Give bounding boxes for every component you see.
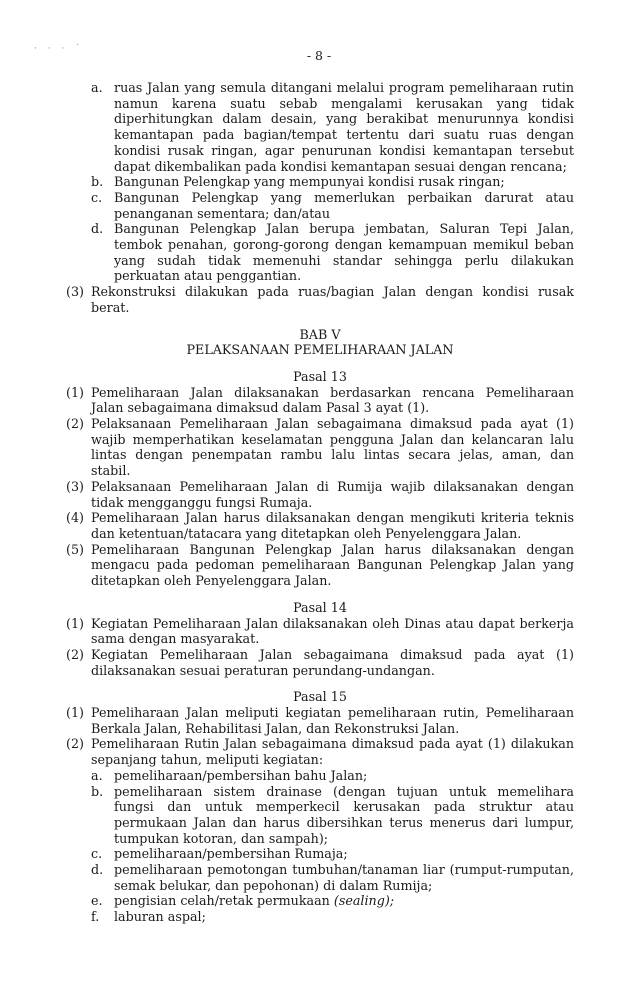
ayat-paragraph: (3) Pelaksanaan Pemeliharaan Jalan di Rumija wajib dilaksanakan dengan tidak mengganggu fungsi Rumaja. [66, 478, 574, 510]
ayat-paragraph: (3) Rekonstruksi dilakukan pada ruas/bagian Jalan dengan kondisi rusak berat. [66, 284, 574, 315]
ayat-paragraph: (2) Pelaksanaan Pemeliharaan Jalan sebagaimana dimaksud pada ayat (1) wajib memperhatikan keselamatan pengguna Jalan dan kelancaran lalu lintas dengan penempatan rambu lalu lintas secara jelas, aman, dan stabil. [66, 416, 574, 479]
ayat-paragraph: (4) Pemeliharaan Jalan harus dilaksanakan dengan mengikuti kriteria teknis dan ketentuan/tatacara yang ditetapkan oleh Penyelenggara Jalan. [66, 510, 574, 541]
list-item: c. pemeliharaan/pembersihan Rumaja; [91, 846, 348, 862]
pasal-14-heading: Pasal 14 [293, 599, 347, 615]
list-item: b. pemeliharaan sistem drainase (dengan tujuan untuk memelihara fungsi dan untuk memperkecil kerusakan pada struktur atau permukaan Jalan dan harus dibersihkan terus menerus dari lumpur, tumpukan kotoran, dan sampah); [91, 783, 574, 846]
list-item: a. ruas Jalan yang semula ditangani melalui program pemeliharaan rutin namun karena suatu sebab mengalami kerusakan yang tidak diperhitungkan dalam desain, yang berakibat menurunnya kondisi kemantapan pada bagian/tempat tertentu dari suatu ruas dengan kondisi rusak ringan, agar penurunan kondisi kemantapan tersebut dapat dikembalikan pada kondisi kemantapan sesuai dengan rencana; [91, 80, 574, 174]
ayat-paragraph: (1) Pemeliharaan Jalan meliputi kegiatan pemeliharaan rutin, Pemeliharaan Berkala Jalan, Rehabilitasi Jalan, dan Rekonstruksi Jalan. [66, 705, 574, 736]
ayat-paragraph: (5) Pemeliharaan Bangunan Pelengkap Jalan harus dilaksanakan dengan mengacu pada pedoman pemeliharaan Bangunan Pelengkap Jalan yang ditetapkan oleh Penyelenggara Jalan. [66, 541, 574, 589]
list-item: d. Bangunan Pelengkap Jalan berupa jembatan, Saluran Tepi Jalan, tembok penahan, gorong-gorong dengan kemampuan memikul beban yang sudah tidak memenuhi standar sehingga perlu dilakukan perkuatan atau penggantian. [91, 221, 574, 284]
list-item: a. pemeliharaan/pembersihan bahu Jalan; [91, 767, 368, 783]
scan-specks: · · · ˙ [34, 44, 84, 54]
list-item: b. Bangunan Pelengkap yang mempunyai kondisi rusak ringan; [91, 174, 505, 190]
ayat-paragraph: (2) Pemeliharaan Rutin Jalan sebagaimana dimaksud pada ayat (1) dilakukan sepanjang tahun, meliputi kegiatan: [66, 736, 574, 768]
ayat-paragraph: (1) Pemeliharaan Jalan dilaksanakan berdasarkan rencana Pemeliharaan Jalan sebagaimana dimaksud dalam Pasal 3 ayat (1). [66, 384, 574, 416]
page-number: - 8 - [306, 48, 332, 63]
chapter-number: BAB V [299, 326, 341, 342]
list-item: f. laburan aspal; [91, 909, 206, 925]
italic-term: (sealing); [333, 893, 395, 909]
document-body [66, 80, 574, 925]
pasal-13-heading: Pasal 13 [293, 368, 347, 384]
chapter-title: PELAKSANAAN PEMELIHARAAN JALAN [186, 342, 454, 358]
list-item: c. Bangunan Pelengkap yang memerlukan perbaikan darurat atau penanganan sementara; dan/atau [91, 189, 574, 221]
list-item: d. pemeliharaan pemotongan tumbuhan/tanaman liar (rumput-rumputan, semak belukar, dan pepohonan) di dalam Rumija; [91, 862, 574, 893]
ayat-paragraph: (2) Kegiatan Pemeliharaan Jalan sebagaimana dimaksud pada ayat (1) dilaksanakan sesuai peraturan perundang-undangan. [66, 646, 574, 678]
pasal-15-heading: Pasal 15 [293, 689, 347, 705]
list-item: e. pengisian celah/retak permukaan (sealing); [91, 893, 395, 909]
ayat-paragraph: (1) Kegiatan Pemeliharaan Jalan dilaksanakan oleh Dinas atau dapat berkerja sama dengan masyarakat. [66, 615, 574, 647]
item-text: pengisian celah/retak permukaan [114, 893, 330, 909]
